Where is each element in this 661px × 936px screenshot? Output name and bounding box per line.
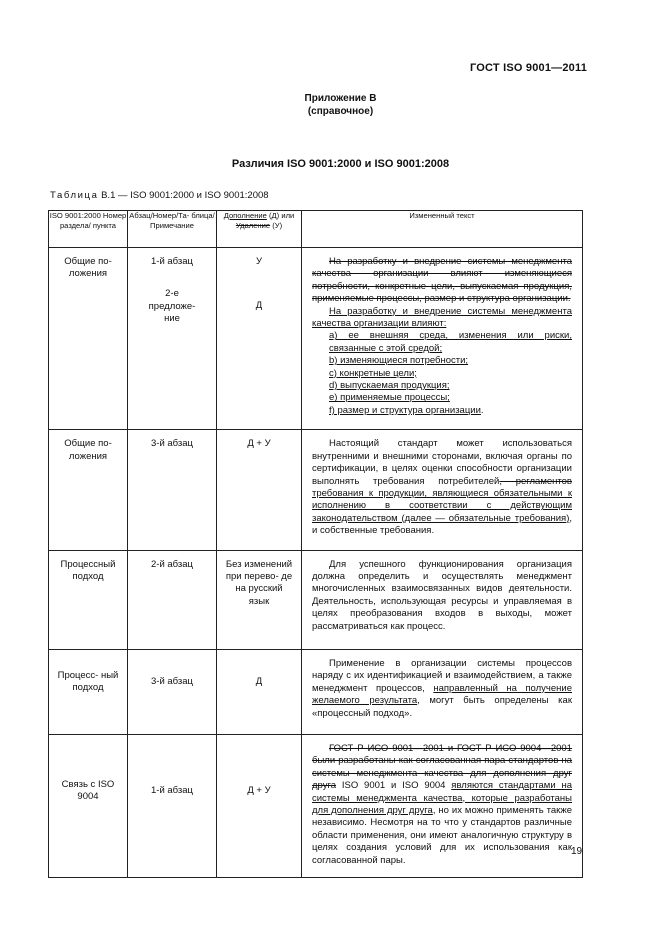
cell-paragraph: 1-й абзац (128, 735, 217, 878)
cell-code: У Д (217, 248, 302, 430)
cell-code: Без изменений при перево- де на русский язык (217, 550, 302, 649)
header-add-delete: Дополнение (Д) или Удаление (У) (217, 211, 302, 248)
cell-paragraph: 1-й абзац 2-е предложе- ние (128, 248, 217, 430)
added-intro: На разработку и внедрение системы менеджмента качества организации влияют: (312, 305, 572, 330)
appendix-subtitle: (справочное) (307, 106, 374, 117)
table-row (49, 735, 583, 878)
cell-code: Д (217, 649, 302, 734)
cell-changed-text: Настоящий стандарт может использоваться внутренними и внешними сторонами, включая органы по сертификации, в целях оценки способности организации выполнять требования потребителей, регламентов требования к продукции, являющиеся обязательными к исполнению в соответствии с действующим законодательством (далее — обязательные требования), и собственные требования. (302, 430, 583, 550)
cell-code: Д + У (217, 430, 302, 550)
cell-changed-text: На разработку и внедрение системы менеджмента качества организации влияют изменяющиеся потребности, конкретные цели, выпускаемая продукция, применяемые процессы, размер и структура организации. На разработку и внедрение системы менеджмента качества организации влияют: a) ее внешняя среда, изменения или риски, связанные с этой средой; b) изменяющиеся потребности; c) конкретные цели; d) выпускаемая продукция; e) применяемые процессы; f) размер и структура организации. (302, 248, 583, 430)
table-row (49, 248, 583, 430)
cell-section: Связь с ISO 9004 (49, 735, 128, 878)
cell-section: Процесс- ный подход (49, 649, 128, 734)
table-row (49, 649, 583, 734)
table-row (49, 550, 583, 649)
table-caption-label: Таблица (50, 190, 99, 201)
cell-section: Процессный подход (49, 550, 128, 649)
cell-paragraph: 3-й абзац (128, 430, 217, 550)
appendix-title: Приложение В (304, 93, 377, 104)
header-section: ISO 9001:2000 Номер раздела/ пункта (49, 211, 128, 248)
cell-changed-text: Применение в организации системы процессов наряду с их идентификацией и взаимодействием, а также менеджмент процессов, направленный на получение желаемого результата, могут быть определены как «процессный подход». (302, 649, 583, 734)
standard-header: ГОСТ ISO 9001—2011 (470, 62, 588, 74)
header-paragraph: Абзац/Номер/Та- блица/Примечание (128, 211, 217, 248)
table-row (49, 430, 583, 550)
cell-changed-text: Для успешного функционирования организация должна определить и осуществлять менеджмент многочисленных взаимосвязанных видов деятельности. Деятельность, использующая ресурсы и управляемая в целях преобразования входов в выходы, может рассматриваться как процесс. (302, 550, 583, 649)
cell-section: Общие по- ложения (49, 430, 128, 550)
table-header-row (49, 211, 583, 248)
document-title: Различия ISO 9001:2000 и ISO 9001:2008 (231, 158, 450, 170)
cell-code: Д + У (217, 735, 302, 878)
appendix-heading (0, 92, 661, 118)
cell-paragraph: 2-й абзац (128, 550, 217, 649)
table-caption-text: В.1 — ISO 9001:2000 и ISO 9001:2008 (101, 190, 269, 201)
page-number: 19 (571, 846, 583, 857)
cell-section: Общие по- ложения (49, 248, 128, 430)
deleted-text: На разработку и внедрение системы менеджмента качества организации влияют изменяющиеся потребности, конкретные цели, выпускаемая продукция, применяемые процессы, размер и структура организации. (312, 256, 572, 305)
cell-changed-text: ГОСТ Р ИСО 9001—2001 и ГОСТ Р ИСО 9004—2001 были разработаны как согласованная пара стандартов на системы менеджмента качества для дополнения друг друга ISO 9001 и ISO 9004 являются стандартами на системы менеджмента качества, которые разработаны для дополнения друг друга, но их можно применять также независимо. Несмотря на то что у стандартов различные области применения, они имеют аналогичную структуру в целях создания условий для их использования как согласованной пары. (302, 735, 583, 878)
table-caption (50, 190, 269, 201)
header-changed-text: Измененный текст (302, 211, 583, 248)
differences-table (48, 210, 583, 878)
cell-paragraph: 3-й абзац (128, 649, 217, 734)
